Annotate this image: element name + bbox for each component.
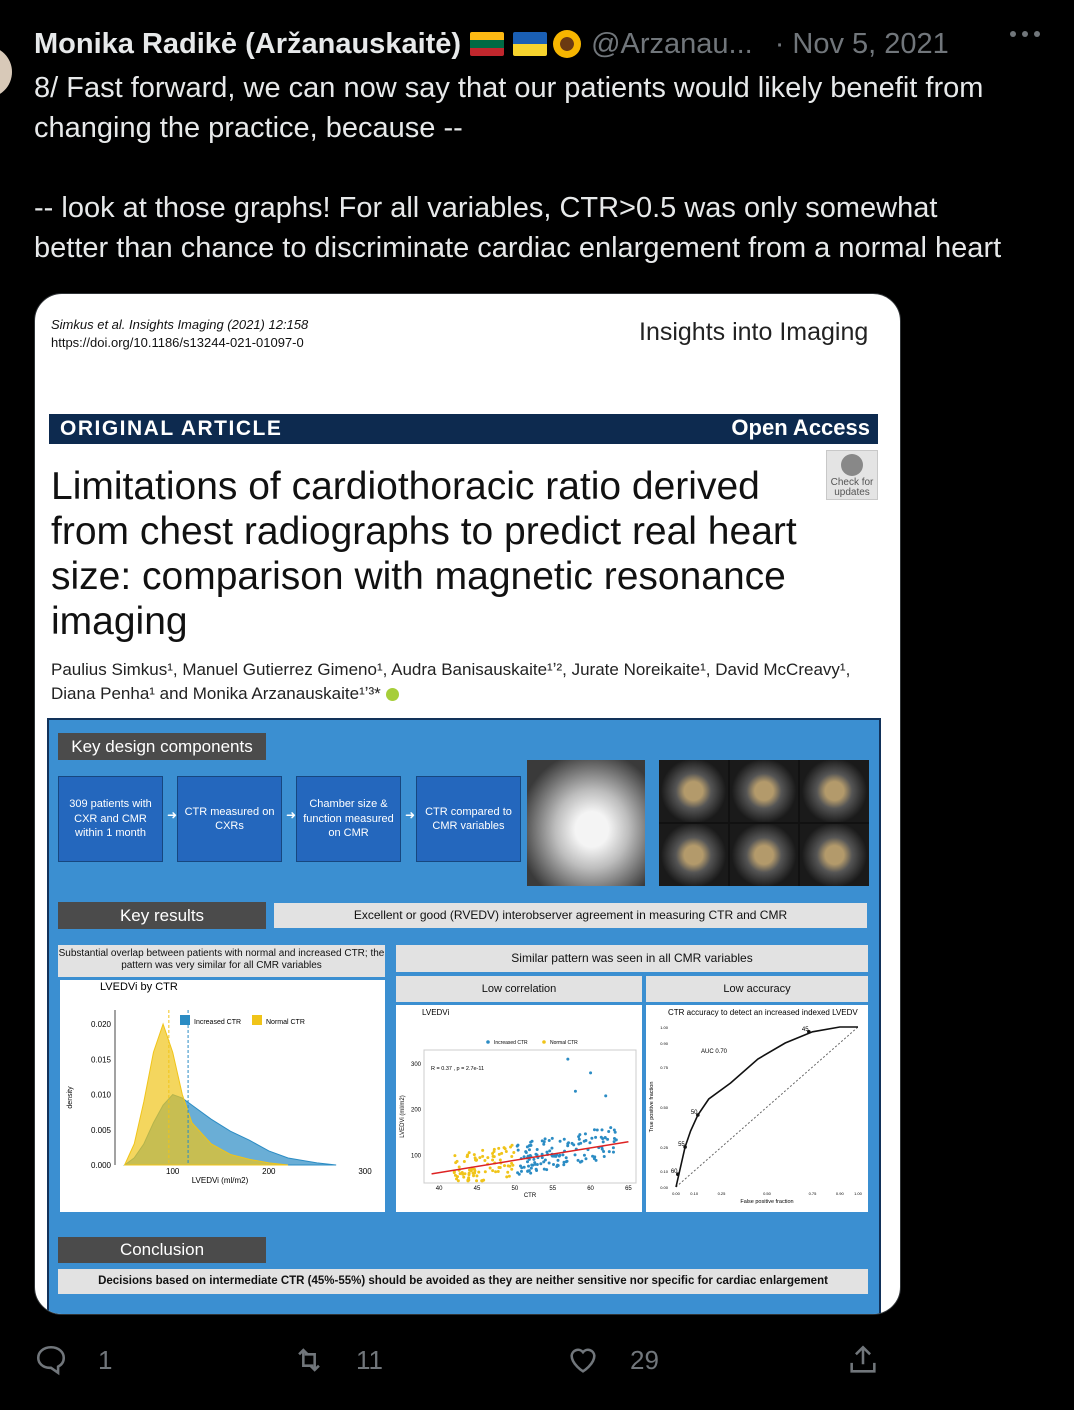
scatter-point	[499, 1158, 502, 1161]
scatter-point	[466, 1155, 469, 1158]
scatter-point	[604, 1136, 607, 1139]
scatter-point	[578, 1138, 581, 1141]
scatter-point	[455, 1177, 458, 1180]
scatter-point	[498, 1153, 501, 1156]
scatter-point	[459, 1172, 462, 1175]
scatter-point	[593, 1128, 596, 1131]
scatter-point	[497, 1170, 500, 1173]
x-tick-label: 0.25	[717, 1191, 726, 1196]
y-tick-label: 200	[410, 1107, 421, 1114]
y-tick-label: 0.90	[660, 1041, 668, 1046]
scatter-point	[530, 1167, 533, 1170]
scatter-point	[462, 1176, 465, 1179]
legend-label: Normal CTR	[550, 1040, 578, 1046]
x-tick-label: 0.90	[835, 1191, 844, 1196]
scatter-point	[481, 1179, 484, 1182]
scatter-point	[602, 1140, 605, 1143]
density-chart-panel	[60, 980, 385, 1212]
scatter-point	[580, 1160, 583, 1163]
x-tick-label: 60	[587, 1186, 594, 1192]
arrow-icon: ➜	[167, 808, 178, 822]
y-tick-label: 0.000	[90, 1161, 111, 1170]
y-tick-label: 0.00	[660, 1185, 668, 1190]
authors-line: Diana Penha¹ and Monika Arzanauskaite¹ʼ³*	[51, 684, 381, 703]
x-tick-label: 300	[358, 1167, 372, 1176]
scatter-point	[481, 1155, 484, 1158]
scatter-point	[456, 1160, 459, 1163]
y-tick-label: 300	[410, 1061, 421, 1068]
citation	[51, 316, 308, 352]
density-area-normal	[125, 1024, 288, 1165]
scatter-point	[535, 1168, 538, 1171]
density-chart	[60, 980, 385, 1212]
scatter-point	[543, 1168, 546, 1171]
x-tick-label: 55	[549, 1186, 557, 1192]
legend-swatch-normal	[252, 1015, 262, 1025]
article-bar	[49, 414, 878, 444]
scatter-point	[561, 1153, 564, 1156]
correlation-label: R = 0.37 , p = 2.7e-11	[431, 1066, 485, 1072]
scatter-point	[510, 1168, 513, 1171]
x-tick-label: 0.50	[763, 1191, 771, 1196]
scatter-point	[613, 1140, 616, 1143]
scatter-point	[527, 1165, 530, 1168]
retweet-icon	[292, 1343, 326, 1377]
scatter-point	[516, 1145, 519, 1148]
citation-line: Simkus et al. Insights Imaging (2021) 12:158	[51, 317, 309, 332]
scatter-point	[505, 1150, 508, 1153]
y-tick-label: 0.10	[660, 1169, 668, 1174]
chart-title: LVEDVi	[422, 1008, 450, 1017]
attached-image[interactable]	[34, 293, 901, 1315]
scatter-point	[551, 1137, 554, 1140]
scatter-point	[572, 1143, 575, 1146]
low-correlation-label: Low correlation	[396, 976, 642, 1002]
scatter-point	[542, 1160, 545, 1163]
scatter-point	[574, 1153, 577, 1156]
design-step: CTR measured on CXRs	[177, 776, 282, 862]
y-tick-label: 0.010	[90, 1090, 111, 1100]
orcid-icon	[386, 688, 399, 701]
x-tick-label: 50	[511, 1186, 519, 1192]
article-type: ORIGINAL ARTICLE	[60, 417, 283, 440]
scatter-point	[563, 1161, 566, 1164]
scatter-point	[539, 1162, 542, 1165]
scatter-point	[574, 1090, 577, 1093]
threshold-label: 60	[670, 1169, 678, 1176]
heart-icon	[566, 1343, 600, 1377]
scatter-point	[589, 1071, 592, 1074]
x-tick-label: 1.00	[854, 1191, 862, 1196]
like-count: 29	[630, 1344, 659, 1375]
scatter-point	[555, 1165, 558, 1168]
author-avatar[interactable]	[0, 46, 12, 98]
scatter-point	[584, 1132, 587, 1135]
scatter-point	[558, 1154, 561, 1157]
scatter-point	[613, 1137, 616, 1140]
scatter-point	[562, 1163, 565, 1166]
scatter-point	[484, 1170, 487, 1173]
author-name[interactable]: Monika Radikė (Aržanauskaitė)	[34, 27, 462, 60]
scatter-point	[548, 1139, 551, 1142]
scatter-point	[461, 1173, 464, 1176]
scatter-point	[577, 1135, 580, 1138]
design-step: CTR compared to CMR variables	[416, 776, 521, 862]
y-tick-label: 0.005	[90, 1125, 111, 1135]
scatter-point	[566, 1142, 569, 1145]
x-tick-label: 200	[262, 1167, 276, 1176]
scatter-point	[494, 1170, 497, 1173]
roc-chart	[646, 1005, 868, 1212]
scatter-point	[588, 1141, 591, 1144]
crossmark-icon	[841, 454, 863, 476]
scatter-point	[472, 1172, 475, 1175]
scatter-point	[590, 1137, 593, 1140]
arrow-icon: ➜	[405, 808, 416, 822]
x-axis-label: LVEDVi (ml/m2)	[191, 1176, 249, 1185]
scatter-point	[529, 1172, 532, 1175]
scatter-point	[566, 1160, 569, 1163]
cardiac-mri-images	[659, 760, 869, 886]
scatter-point	[526, 1160, 529, 1163]
scatter-point	[577, 1142, 580, 1145]
sunflower-icon	[553, 30, 581, 58]
x-tick-label: 45	[473, 1186, 481, 1192]
arrow-icon: ➜	[286, 808, 297, 822]
scatter-point	[601, 1128, 604, 1131]
scatter-point	[612, 1151, 615, 1154]
scatter-point	[489, 1166, 492, 1169]
scatter-point	[545, 1151, 548, 1154]
scatter-point	[517, 1149, 520, 1152]
tweet-header	[34, 22, 949, 66]
scatter-point	[523, 1166, 526, 1169]
lithuania-flag-icon	[470, 32, 504, 56]
scatter-point	[493, 1148, 496, 1151]
author-handle[interactable]: @Arzanau...	[591, 27, 753, 60]
key-design-label: Key design components	[58, 733, 266, 760]
scatter-point	[544, 1137, 547, 1140]
low-accuracy-label: Low accuracy	[646, 976, 868, 1002]
scatter-point	[453, 1171, 456, 1174]
check-for-updates-badge	[826, 450, 878, 500]
scatter-point	[477, 1171, 480, 1174]
tweet-date[interactable]: · Nov 5, 2021	[774, 27, 949, 60]
scatter-point	[468, 1151, 471, 1154]
scatter-point	[478, 1156, 481, 1159]
y-axis-label: LVEDVi (ml/m2)	[400, 1095, 406, 1138]
share-button[interactable]	[846, 1343, 880, 1377]
scatter-point	[548, 1149, 551, 1152]
doi-link: https://doi.org/10.1186/s13244-021-01097-0	[51, 335, 304, 350]
scatter-point	[614, 1131, 617, 1134]
scatter-point	[505, 1175, 508, 1178]
scatter-point	[528, 1148, 531, 1151]
threshold-label: 50	[690, 1110, 698, 1116]
overlap-note: Substantial overlap between patients with normal and increased CTR; the pattern was very similar for all CMR variables	[58, 945, 385, 977]
design-step: 309 patients with CXR and CMR within 1 month	[58, 776, 163, 862]
scatter-point	[612, 1146, 615, 1149]
scatter-point	[472, 1174, 475, 1177]
check-line: Check for	[830, 477, 874, 488]
scatter-point	[563, 1138, 566, 1141]
scatter-point	[550, 1147, 553, 1150]
scatter-point	[609, 1126, 612, 1129]
scatter-point	[608, 1150, 611, 1153]
threshold-label: 45	[801, 1026, 809, 1033]
scatter-point	[583, 1140, 586, 1143]
tweet-line: changing the practice, because --	[34, 112, 463, 144]
scatter-point	[583, 1154, 586, 1157]
scatter-point	[524, 1150, 527, 1153]
scatter-point	[491, 1152, 494, 1155]
scatter-point	[603, 1155, 606, 1158]
scatter-point	[519, 1164, 522, 1167]
scatter-point	[527, 1155, 530, 1158]
x-tick-label: 0.00	[672, 1191, 680, 1196]
similar-note: Similar pattern was seen in all CMR variables	[396, 945, 868, 972]
scatter-point	[548, 1161, 551, 1164]
scatter-point	[601, 1148, 604, 1151]
scatter-point	[526, 1170, 529, 1173]
retweet-button[interactable]	[292, 1343, 383, 1377]
scatter-point	[468, 1168, 471, 1171]
scatter-point	[533, 1161, 536, 1164]
y-axis-label: density	[67, 1086, 74, 1109]
scatter-point	[458, 1165, 461, 1168]
scatter-point	[584, 1157, 587, 1160]
legend-label: Increased CTR	[494, 1040, 528, 1046]
x-axis-label: CTR	[523, 1193, 537, 1199]
scatter-point	[486, 1156, 489, 1159]
scatter-point	[531, 1140, 534, 1143]
scatter-point	[591, 1155, 594, 1158]
scatter-point	[491, 1169, 494, 1172]
tweet-actions	[0, 1343, 1074, 1383]
reply-button[interactable]	[34, 1343, 112, 1377]
conclusion-text: Decisions based on intermediate CTR (45%-55%) should be avoided as they are neither sensitive nor specific for cardiac enlargement	[58, 1269, 868, 1294]
open-access-label: Open Access	[731, 415, 870, 440]
scatter-point	[491, 1159, 494, 1162]
scatter-point	[604, 1094, 607, 1097]
author-list	[51, 658, 851, 706]
scatter-point	[594, 1136, 597, 1139]
threshold-label: 55	[678, 1142, 685, 1148]
scatter-point	[508, 1175, 511, 1178]
scatter-point	[530, 1163, 533, 1166]
legend-dot	[542, 1040, 546, 1044]
paper-title: Limitations of cardiothoracic ratio derived from chest radiographs to predict real heart size: comparison with magnetic resonance imaging	[51, 465, 797, 643]
scatter-point	[566, 1058, 569, 1061]
graphical-abstract	[47, 718, 881, 1315]
key-results-label: Key results	[58, 902, 266, 929]
tweet-text	[34, 68, 1064, 268]
x-tick-label: 0.75	[808, 1191, 817, 1196]
y-tick-label: 100	[410, 1153, 421, 1160]
scatter-point	[463, 1160, 466, 1163]
reply-icon	[34, 1343, 68, 1377]
journal-name: Insights into Imaging	[639, 318, 869, 346]
scatter-point	[520, 1170, 523, 1173]
scatter-point	[466, 1179, 469, 1182]
conclusion-label: Conclusion	[58, 1237, 266, 1263]
x-axis-label: False positive fraction	[740, 1199, 794, 1205]
scatter-chart	[396, 1005, 642, 1212]
like-button[interactable]	[566, 1343, 659, 1377]
chart-title: CTR accuracy to detect an increased indexed LVEDV	[668, 1008, 858, 1017]
scatter-point	[499, 1166, 502, 1169]
scatter-point	[606, 1138, 609, 1141]
x-tick-label: 0.10	[690, 1191, 699, 1196]
scatter-point	[475, 1174, 478, 1177]
authors-line: Paulius Simkus¹, Manuel Gutierrez Gimeno¹, Audra Banisauskaite¹ʼ², Jurate Noreikaite¹, David McCreavy¹,	[51, 660, 851, 679]
scatter-point	[503, 1164, 506, 1167]
scatter-point	[475, 1159, 478, 1162]
scatter-chart-panel	[396, 1005, 642, 1212]
share-icon	[846, 1343, 880, 1377]
scatter-point	[510, 1162, 513, 1165]
more-options-icon[interactable]	[1010, 31, 1040, 37]
y-tick-label: 1.00	[660, 1025, 668, 1030]
x-tick-label: 40	[435, 1186, 443, 1192]
x-tick-label: 65	[625, 1186, 632, 1192]
ukraine-flag-icon	[513, 32, 547, 56]
scatter-point	[481, 1149, 484, 1152]
retweet-count: 11	[356, 1344, 383, 1375]
scatter-point	[541, 1139, 544, 1142]
legend-label: Increased CTR	[194, 1019, 242, 1026]
y-tick-label: 0.015	[90, 1055, 111, 1065]
y-tick-label: 0.25	[660, 1145, 668, 1150]
scatter-point	[508, 1165, 511, 1168]
y-axis-label: True positive fraction	[649, 1081, 655, 1133]
scatter-point	[506, 1171, 509, 1174]
scatter-point	[536, 1148, 539, 1151]
scatter-point	[510, 1155, 513, 1158]
x-tick-label: 100	[166, 1167, 180, 1176]
scatter-point	[607, 1130, 610, 1133]
scatter-point	[593, 1157, 596, 1160]
scatter-point	[511, 1144, 514, 1147]
roc-chart-panel	[646, 1005, 868, 1212]
scatter-point	[497, 1147, 500, 1150]
scatter-point	[468, 1172, 471, 1175]
tweet-line: better than chance to discriminate cardiac enlargement from a normal heart	[34, 232, 1002, 264]
check-line: updates	[834, 487, 870, 498]
tweet-line: -- look at those graphs! For all variables, CTR>0.5 was only somewhat	[34, 192, 938, 224]
scatter-point	[473, 1153, 476, 1156]
scatter-point	[483, 1159, 486, 1162]
tweet-line: 8/ Fast forward, we can now say that our patients would likely benefit from	[34, 72, 984, 104]
y-tick-label: 0.75	[660, 1065, 668, 1070]
scatter-point	[475, 1179, 478, 1182]
chart-title: LVEDVi by CTR	[100, 981, 178, 993]
scatter-point	[529, 1144, 532, 1147]
scatter-point	[512, 1151, 515, 1154]
scatter-point	[453, 1154, 456, 1157]
scatter-point	[542, 1143, 545, 1146]
reply-count: 1	[98, 1344, 113, 1375]
y-tick-label: 0.020	[90, 1020, 111, 1030]
scatter-point	[516, 1171, 519, 1174]
chest-xray-image	[527, 760, 645, 886]
legend-dot	[486, 1040, 490, 1044]
scatter-point	[532, 1158, 535, 1161]
y-tick-label: 0.50	[660, 1105, 668, 1110]
scatter-point	[565, 1156, 568, 1159]
scatter-point	[503, 1146, 506, 1149]
legend-label: Normal CTR	[266, 1019, 305, 1026]
scatter-point	[559, 1140, 562, 1143]
scatter-point	[552, 1163, 555, 1166]
scatter-point	[493, 1155, 496, 1158]
scatter-point	[596, 1129, 599, 1132]
scatter-point	[556, 1159, 559, 1162]
agreement-note: Excellent or good (RVEDV) interobserver agreement in measuring CTR and CMR	[274, 903, 867, 928]
design-step: Chamber size & function measured on CMR	[296, 776, 401, 862]
auc-label: AUC 0.70	[701, 1049, 728, 1055]
